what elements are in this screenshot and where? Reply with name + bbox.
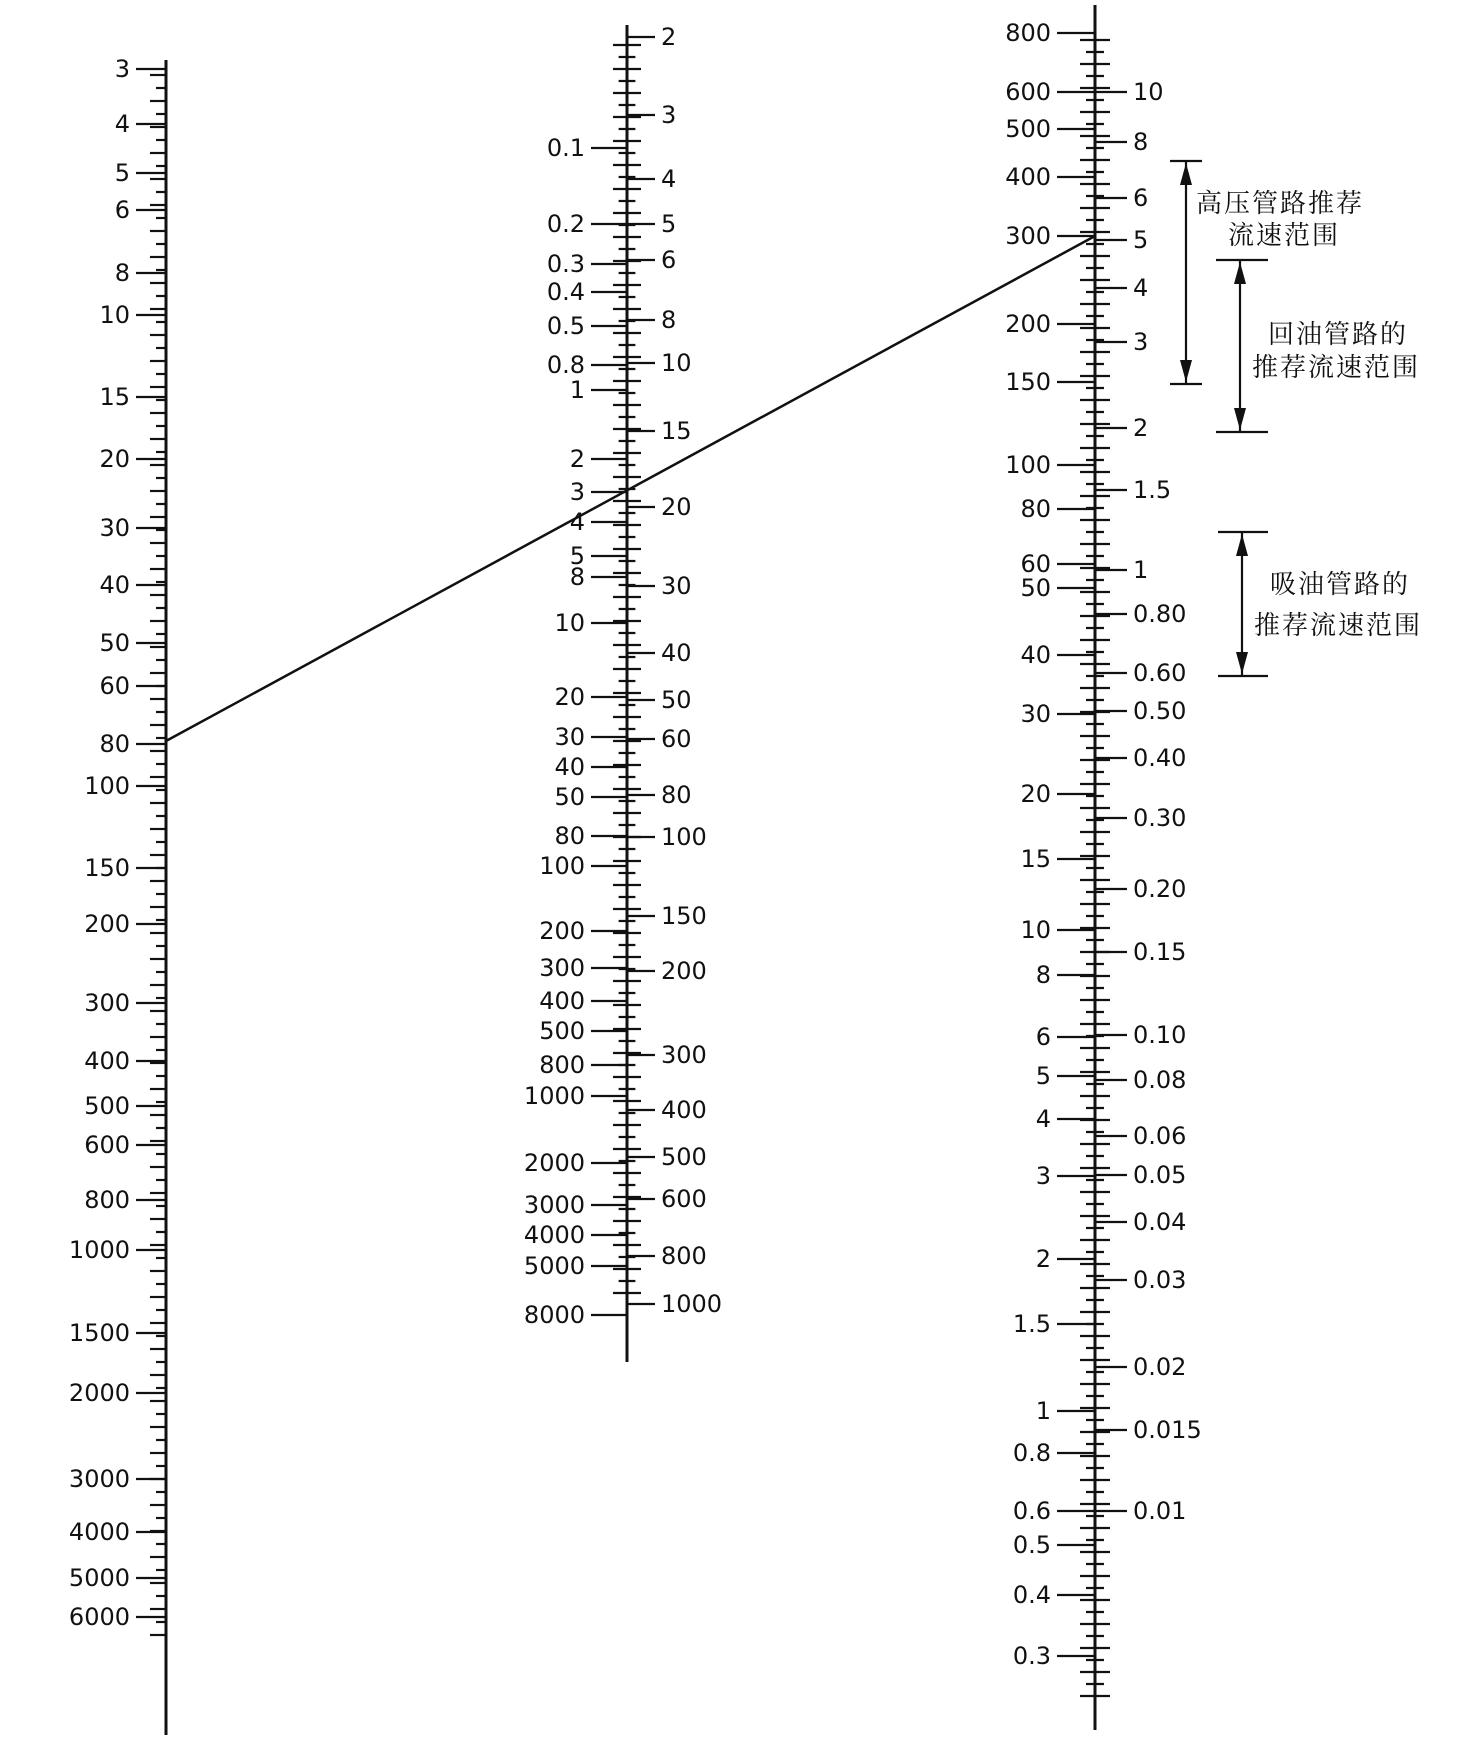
return-range-label-2: 推荐流速范围 [1252, 353, 1421, 383]
tick-label-a: 15 [99, 383, 130, 411]
tick-label-b-left: 40 [554, 753, 585, 781]
tick-label-a: 800 [84, 1186, 130, 1214]
tick-label-c-left: 0.3 [1012, 1642, 1051, 1670]
tick-label-b-left: 8 [569, 563, 585, 591]
tick-label-c-left: 4 [1035, 1105, 1051, 1133]
tick-label-b-left: 10 [554, 609, 585, 637]
tick-label-c-left: 500 [1005, 115, 1051, 143]
tick-label-b-right: 150 [661, 902, 707, 930]
tick-label-a: 100 [84, 772, 130, 800]
tick-label-a: 1000 [68, 1236, 130, 1264]
tick-label-b-left: 2 [569, 445, 585, 473]
tick-label-c-right: 0.04 [1133, 1208, 1187, 1236]
tick-label-c-left: 6 [1035, 1023, 1051, 1051]
tick-label-c-left: 0.5 [1012, 1531, 1051, 1559]
tick-label-c-left: 50 [1020, 574, 1051, 602]
tick-label-b-left: 300 [539, 954, 585, 982]
tick-label-c-right: 0.05 [1133, 1161, 1187, 1189]
tick-label-b-right: 3 [661, 101, 677, 129]
tick-label-a: 1500 [68, 1319, 130, 1347]
tick-label-c-right: 1 [1133, 556, 1149, 584]
suction-range-label-1: 吸油管路的 [1270, 570, 1411, 600]
tick-label-b-left: 2000 [523, 1149, 585, 1177]
tick-label-b-right: 2 [661, 23, 677, 51]
tick-label-c-left: 3 [1035, 1162, 1051, 1190]
tick-label-b-left: 1 [569, 376, 585, 404]
tick-label-c-left: 5 [1035, 1062, 1051, 1090]
tick-label-b-left: 0.3 [546, 250, 585, 278]
tick-label-c-right: 3 [1133, 328, 1149, 356]
tick-label-b-right: 1000 [661, 1290, 723, 1318]
tick-label-b-left: 500 [539, 1017, 585, 1045]
tick-label-c-right: 0.15 [1133, 938, 1187, 966]
tick-label-a: 60 [99, 672, 130, 700]
tick-label-a: 3000 [68, 1465, 130, 1493]
tick-label-a: 3 [114, 55, 130, 83]
tick-label-c-left: 400 [1005, 163, 1051, 191]
tick-label-b-right: 10 [661, 349, 692, 377]
tick-label-c-left: 600 [1005, 78, 1051, 106]
tick-label-c-left: 0.8 [1012, 1439, 1051, 1467]
tick-label-c-right: 0.10 [1133, 1021, 1187, 1049]
tick-label-a: 400 [84, 1047, 130, 1075]
tick-label-a: 30 [99, 514, 130, 542]
tick-label-b-left: 400 [539, 987, 585, 1015]
tick-label-b-right: 4 [661, 165, 677, 193]
tick-label-a: 20 [99, 445, 130, 473]
tick-label-c-left: 800 [1005, 19, 1051, 47]
tick-label-c-left: 100 [1005, 451, 1051, 479]
tick-label-b-right: 20 [661, 493, 692, 521]
tick-label-c-left: 8 [1035, 961, 1051, 989]
tick-label-a: 600 [84, 1131, 130, 1159]
tick-label-b-left: 5000 [523, 1252, 585, 1280]
tick-label-c-right: 0.015 [1133, 1416, 1202, 1444]
tick-label-a: 500 [84, 1092, 130, 1120]
tick-label-c-right: 8 [1133, 128, 1149, 156]
tick-label-b-left: 5 [569, 542, 585, 570]
tick-label-b-right: 15 [661, 417, 692, 445]
tick-label-b-right: 300 [661, 1041, 707, 1069]
scale-labels [69, 19, 1202, 1670]
tick-label-c-right: 0.06 [1133, 1122, 1187, 1150]
tick-label-c-left: 10 [1020, 916, 1051, 944]
tick-label-a: 50 [99, 629, 130, 657]
tick-label-b-right: 80 [661, 781, 692, 809]
tick-label-a: 8 [114, 259, 130, 287]
tick-label-c-left: 60 [1020, 550, 1051, 578]
tick-label-c-left: 20 [1020, 780, 1051, 808]
tick-label-c-left: 1 [1035, 1397, 1051, 1425]
tick-label-b-right: 5 [661, 210, 677, 238]
high-pressure-range-label-2: 流速范围 [1228, 221, 1341, 251]
tick-label-c-left: 80 [1020, 495, 1051, 523]
suction-range-label-2: 推荐流速范围 [1254, 611, 1423, 641]
minor-ticks [136, 33, 1127, 1696]
tick-label-b-right: 40 [661, 639, 692, 667]
tick-label-c-right: 0.08 [1133, 1066, 1187, 1094]
tick-label-a: 4 [114, 110, 130, 138]
tick-label-c-right: 6 [1133, 184, 1149, 212]
tick-label-b-right: 200 [661, 957, 707, 985]
tick-label-c-left: 200 [1005, 310, 1051, 338]
scale-axes [166, 5, 1095, 1735]
tick-label-c-right: 0.01 [1133, 1497, 1187, 1525]
tick-label-b-left: 0.1 [546, 134, 585, 162]
tick-label-a: 150 [84, 854, 130, 882]
suction-range-arrow [1218, 532, 1268, 676]
tick-label-a: 10 [99, 301, 130, 329]
tick-label-b-right: 500 [661, 1143, 707, 1171]
tick-label-b-left: 3 [569, 478, 585, 506]
tick-label-c-right: 0.30 [1133, 804, 1187, 832]
return-range-arrow [1216, 260, 1268, 432]
tick-label-c-left: 300 [1005, 222, 1051, 250]
high-pressure-range-label-1: 高压管路推荐 [1196, 189, 1365, 219]
tick-label-a: 4000 [68, 1518, 130, 1546]
tick-label-b-left: 80 [554, 822, 585, 850]
tick-label-b-left: 4000 [523, 1221, 585, 1249]
tick-label-c-right: 0.40 [1133, 744, 1187, 772]
tick-label-a: 5 [114, 159, 130, 187]
tick-label-b-left: 0.4 [546, 278, 585, 306]
tick-label-a: 200 [84, 910, 130, 938]
tick-label-b-right: 600 [661, 1185, 707, 1213]
tick-label-b-left: 0.5 [546, 312, 585, 340]
tick-label-b-left: 50 [554, 783, 585, 811]
tick-label-c-right: 0.20 [1133, 875, 1187, 903]
tick-label-b-right: 6 [661, 246, 677, 274]
tick-label-b-right: 400 [661, 1096, 707, 1124]
tick-label-c-left: 0.4 [1012, 1581, 1051, 1609]
tick-label-c-right: 0.60 [1133, 659, 1187, 687]
tick-label-b-left: 800 [539, 1051, 585, 1079]
tick-label-c-right: 4 [1133, 274, 1149, 302]
tick-label-b-right: 60 [661, 725, 692, 753]
tick-label-c-left: 0.6 [1012, 1497, 1051, 1525]
tick-label-b-left: 0.8 [546, 351, 585, 379]
tick-label-b-right: 100 [661, 823, 707, 851]
tick-label-b-left: 20 [554, 683, 585, 711]
tick-label-b-left: 8000 [523, 1301, 585, 1329]
tick-label-a: 6 [114, 196, 130, 224]
tick-label-c-right: 10 [1133, 78, 1164, 106]
tick-label-c-left: 2 [1035, 1245, 1051, 1273]
tick-label-b-right: 30 [661, 572, 692, 600]
tick-label-a: 300 [84, 989, 130, 1017]
tick-label-c-left: 15 [1020, 845, 1051, 873]
tick-label-c-left: 1.5 [1012, 1310, 1051, 1338]
tick-label-c-left: 30 [1020, 700, 1051, 728]
tick-label-c-left: 150 [1005, 368, 1051, 396]
tick-label-b-left: 0.2 [546, 210, 585, 238]
tick-label-a: 5000 [68, 1564, 130, 1592]
tick-label-a: 80 [99, 730, 130, 758]
tick-label-a: 40 [99, 571, 130, 599]
tick-label-a: 6000 [68, 1603, 130, 1631]
tick-label-c-right: 1.5 [1133, 476, 1172, 504]
tick-label-c-right: 0.02 [1133, 1353, 1187, 1381]
tick-label-b-right: 800 [661, 1242, 707, 1270]
tick-label-c-left: 40 [1020, 641, 1051, 669]
tick-label-b-right: 8 [661, 306, 677, 334]
tick-label-b-right: 50 [661, 686, 692, 714]
tick-label-c-right: 2 [1133, 414, 1149, 442]
range-labels [1196, 189, 1422, 641]
tick-label-b-left: 4 [569, 508, 585, 536]
tick-label-c-right: 0.50 [1133, 697, 1187, 725]
tick-label-b-left: 1000 [523, 1082, 585, 1110]
tick-label-b-left: 3000 [523, 1191, 585, 1219]
tick-label-c-right: 5 [1133, 226, 1149, 254]
tick-label-c-right: 0.80 [1133, 600, 1187, 628]
tick-label-b-left: 100 [539, 852, 585, 880]
return-range-label-1: 回油管路的 [1268, 320, 1409, 350]
tick-label-b-left: 200 [539, 917, 585, 945]
tick-label-c-right: 0.03 [1133, 1266, 1187, 1294]
tick-label-a: 2000 [68, 1379, 130, 1407]
tick-label-b-left: 30 [554, 723, 585, 751]
